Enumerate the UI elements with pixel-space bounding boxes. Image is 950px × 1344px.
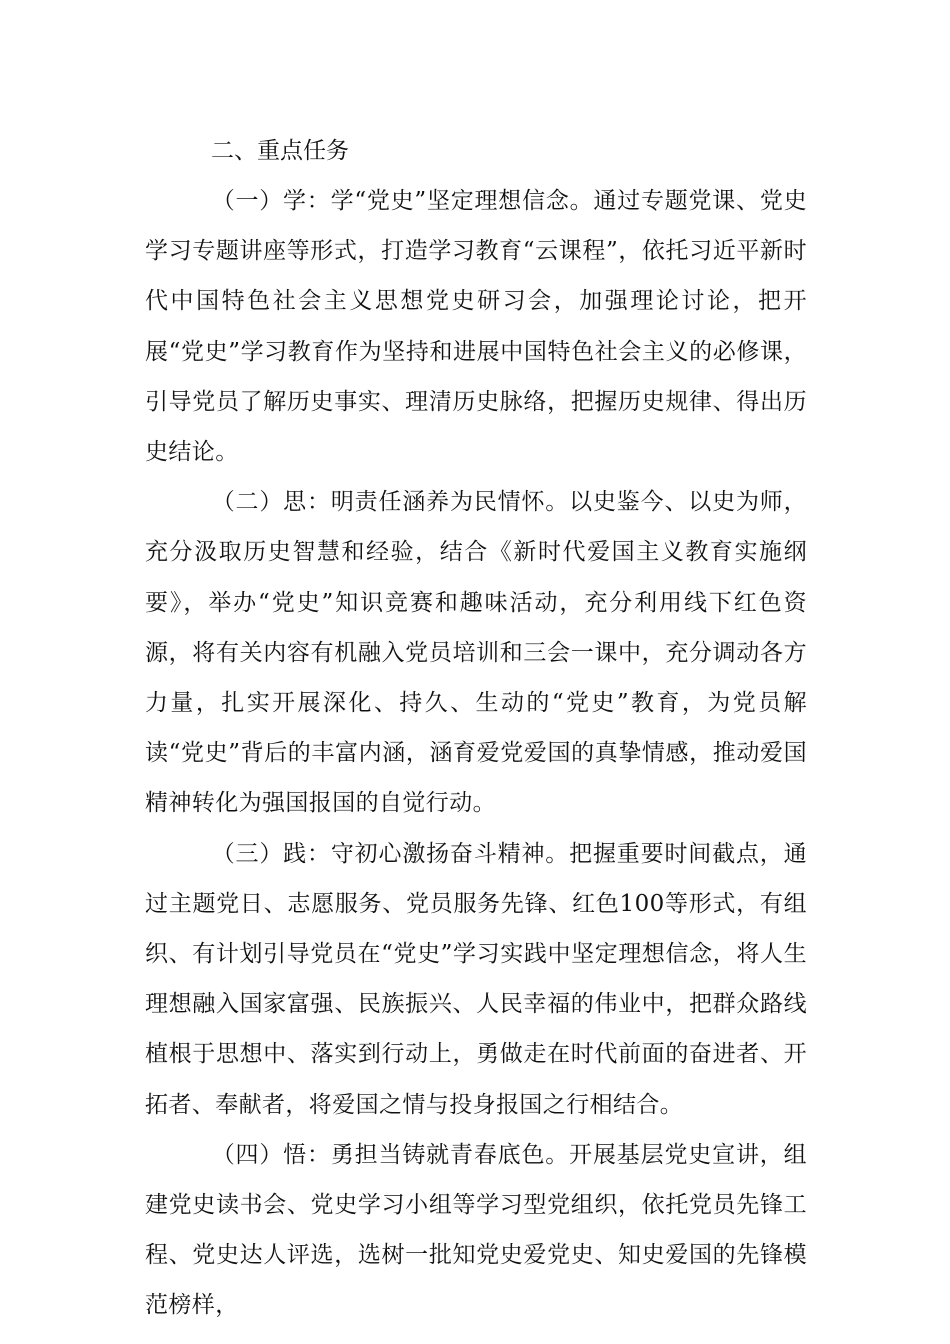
paragraph-realize: （四）悟：勇担当铸就青春底色。开展基层党史宣讲，组建党史读书会、党史学习小组等学习型党组织，依托党员先锋工程、党史达人评选，选树一批知党史爱党史、知史爱国的先锋模范榜样， bbox=[145, 1141, 807, 1319]
document-body bbox=[145, 126, 807, 1331]
paragraph-study: （一）学：学“党史”坚定理想信念。通过专题党课、党史学习专题讲座等形式，打造学习教育“云课程”，依托习近平新时代中国特色社会主义思想党史研习会，加强理论讨论，把开展“党史”学习教育作为坚持和进展中国特色社会主义的必修课，引导党员了解历史事实、理清历史脉络，把握历史规律、得出历史结论。 bbox=[145, 188, 807, 466]
section-heading: 二、重点任务 bbox=[211, 138, 349, 164]
paragraph-think: （二）思：明责任涵养为民情怀。以史鉴今、以史为师，充分汲取历史智慧和经验，结合《新时代爱国主义教育实施纲要》，举办“党史”知识竞赛和趣味活动，充分利用线下红色资源，将有关内容有机融入党员培训和三会一课中，充分调动各方力量，扎实开展深化、持久、生动的“党史”教育，为党员解读“党史”背后的丰富内涵，涵育爱党爱国的真挚情感，推动爱国精神转化为强国报国的自觉行动。 bbox=[145, 489, 807, 817]
paragraph-practice: （三）践：守初心激扬奋斗精神。把握重要时间截点，通过主题党日、志愿服务、党员服务先锋、红色100等形式，有组织、有计划引导党员在“党史”学习实践中坚定理想信念，将人生理想融入国家富强、民族振兴、人民幸福的伟业中，把群众路线植根于思想中、落实到行动上，勇做走在时代前面的奋进者、开拓者、奉献者，将爱国之情与投身报国之行相结合。 bbox=[145, 840, 807, 1118]
